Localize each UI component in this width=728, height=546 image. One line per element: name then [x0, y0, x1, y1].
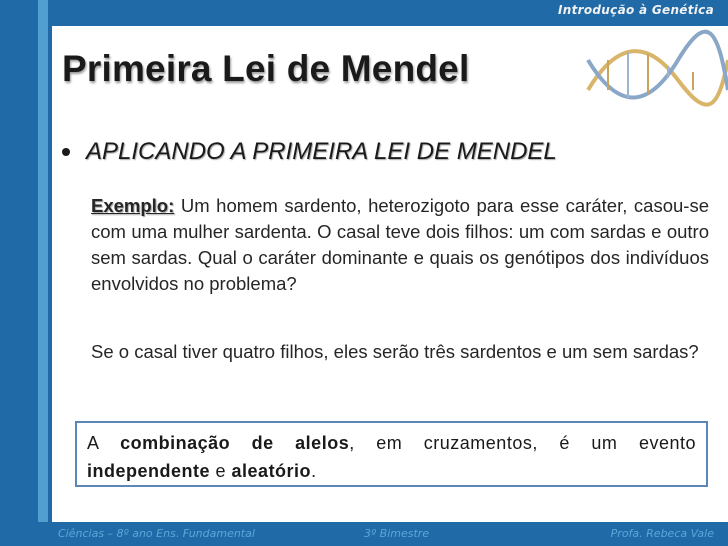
footer-term: 3º Bimestre	[364, 527, 430, 540]
bullet-text: APLICANDO A PRIMEIRA LEI DE MENDEL	[86, 138, 557, 165]
highlight-box	[75, 421, 708, 487]
example-label: Exemplo:	[91, 195, 175, 216]
box-text: A	[87, 433, 121, 453]
footer-course: Ciências – 8º ano Ens. Fundamental	[58, 527, 255, 540]
example-paragraph	[91, 193, 709, 297]
bullet-dot-icon	[62, 148, 70, 156]
header-title: Introdução à Genética	[558, 3, 714, 17]
box-bold-text: aleatório	[231, 461, 312, 481]
footer-teacher: Profa. Rebeca Vale	[610, 527, 714, 540]
dna-helix-icon	[578, 20, 728, 116]
question-paragraph: Se o casal tiver quatro filhos, eles serão três sardentos e um sem sardas?	[91, 341, 699, 362]
left-accent-stripe	[38, 0, 48, 546]
box-text: .	[311, 461, 317, 481]
slide-title: Primeira Lei de Mendel	[62, 48, 470, 89]
box-bold-text: combinação de alelos	[120, 433, 350, 453]
box-text: e	[210, 461, 232, 481]
box-text: , em cruzamentos, é um evento	[349, 433, 696, 453]
bullet-item	[62, 138, 557, 166]
example-text: Um homem sardento, heterozigoto para esse caráter, casou-se com uma mulher sardenta. O casal teve dois filhos: um com sardas e outro sem sardas. Qual o caráter dominante e quais os genótipos dos indivíduos envolvidos no problema?	[91, 195, 709, 294]
box-bold-text: independente	[87, 461, 211, 481]
